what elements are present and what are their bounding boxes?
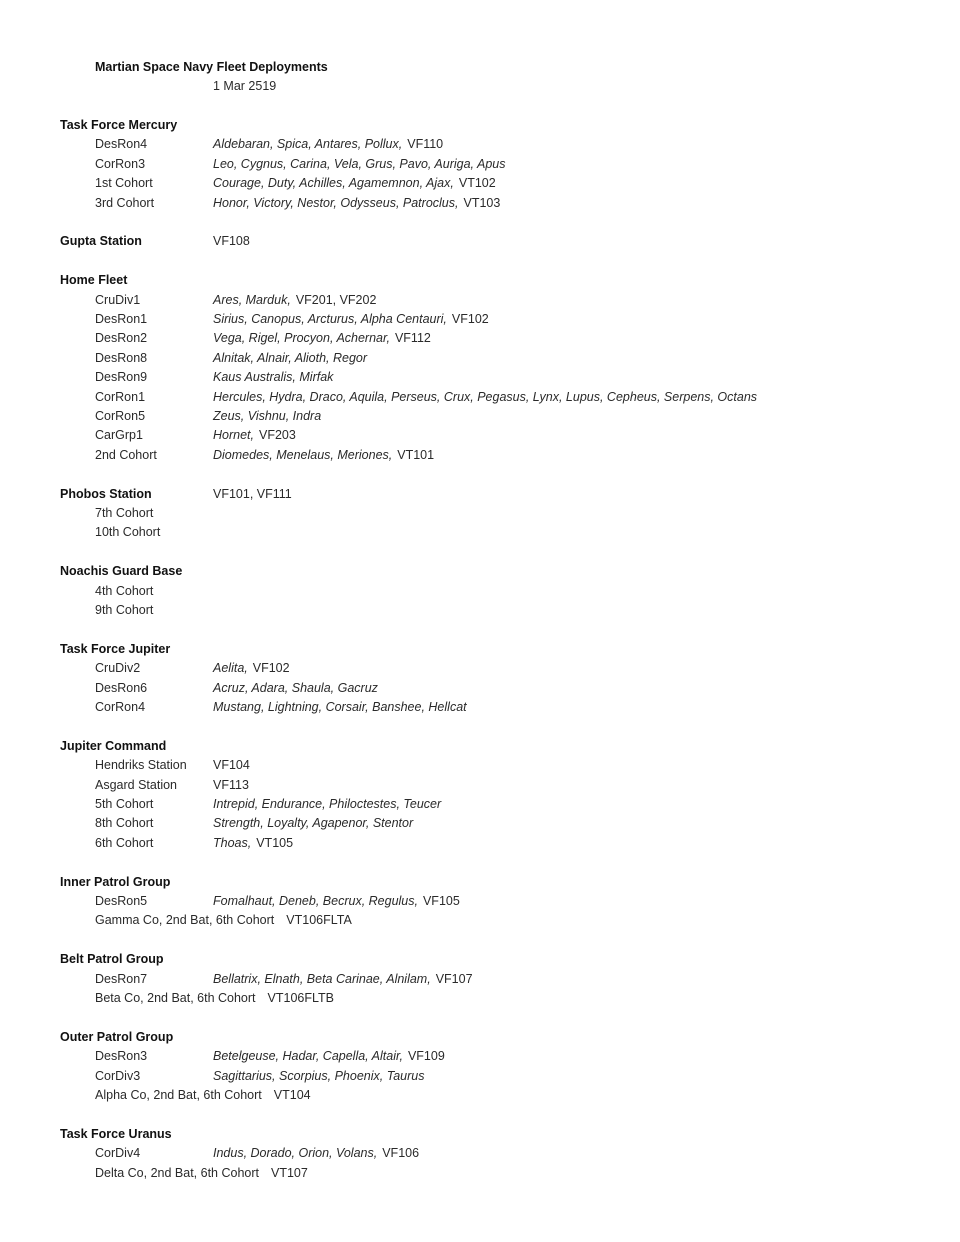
ship-list xyxy=(213,972,473,986)
unit-name: DesRon2 xyxy=(95,331,148,346)
ship-list xyxy=(213,370,333,384)
ship-list xyxy=(213,778,249,792)
section-wing-assignment: VF108 xyxy=(213,234,250,249)
unit-name: 5th Cohort xyxy=(95,796,154,811)
ship-list xyxy=(213,836,293,850)
ship-names: Bellatrix, Elnath, Beta Carinae, Alnilam, xyxy=(213,971,431,986)
wing-designation: VF106 xyxy=(382,1146,420,1161)
ship-names: Sirius, Canopus, Arcturus, Alpha Centauri, xyxy=(213,311,447,326)
unit-row xyxy=(0,991,960,1011)
wing-designation: VF107 xyxy=(435,971,473,986)
unit-row xyxy=(0,525,960,545)
ship-names: Intrepid, Endurance, Philoctestes, Teucer xyxy=(213,796,442,811)
unit-name: 7th Cohort xyxy=(95,505,154,520)
section-heading: Jupiter Command xyxy=(60,738,167,753)
ship-list xyxy=(213,176,496,190)
ship-list xyxy=(213,390,757,404)
ship-names: Betelgeuse, Hadar, Capella, Altair, xyxy=(213,1049,403,1064)
ship-list xyxy=(213,797,441,811)
unit-row xyxy=(0,370,960,390)
unit-row xyxy=(0,1049,960,1069)
unit-row xyxy=(0,700,960,720)
unit-row xyxy=(0,681,960,701)
unit-row xyxy=(0,778,960,798)
unit-row xyxy=(0,816,960,836)
unit-name: 1st Cohort xyxy=(95,176,153,191)
unit-name: CorDiv3 xyxy=(95,1068,141,1083)
unit-row xyxy=(0,390,960,410)
unit-row xyxy=(0,661,960,681)
wing-designation: VF102 xyxy=(451,311,489,326)
ship-list xyxy=(213,409,321,423)
ship-names: Thoas, xyxy=(213,835,252,850)
ship-list xyxy=(213,758,250,772)
unit-name: DesRon1 xyxy=(95,311,148,326)
unit-row xyxy=(0,603,960,623)
unit-name: CarGrp1 xyxy=(95,428,143,443)
wing-designation: VT105 xyxy=(256,835,294,850)
section-heading: Noachis Guard Base xyxy=(60,564,183,579)
ship-list xyxy=(213,681,378,695)
unit-name: Hendriks Station xyxy=(95,758,187,773)
ship-names: Strength, Loyalty, Agapenor, Stentor xyxy=(213,816,414,831)
section-heading: Phobos Station xyxy=(60,486,152,501)
unit-name: CorRon5 xyxy=(95,408,146,423)
unit-detachment xyxy=(95,991,334,1005)
unit-row xyxy=(0,506,960,526)
wing-designation: VT106FLTA xyxy=(286,913,352,928)
ship-list xyxy=(213,894,460,908)
ship-list xyxy=(213,1146,419,1160)
wing-designation: VF105 xyxy=(422,893,460,908)
unit-name: 3rd Cohort xyxy=(95,195,155,210)
ship-names: Aelita, xyxy=(213,661,248,676)
unit-row xyxy=(0,428,960,448)
unit-row xyxy=(0,894,960,914)
ship-names: Acruz, Adara, Shaula, Gacruz xyxy=(213,680,378,695)
wing-designation: VF109 xyxy=(407,1049,445,1064)
unit-detachment xyxy=(95,1088,311,1102)
unit-row xyxy=(0,913,960,933)
wing-designation: VF201, VF202 xyxy=(295,292,377,307)
ship-names: Zeus, Vishnu, Indra xyxy=(213,408,322,423)
ship-names: Alnitak, Alnair, Alioth, Regor xyxy=(213,350,368,365)
ship-names: Vega, Rigel, Procyon, Achernar, xyxy=(213,331,390,346)
ship-list xyxy=(213,157,506,171)
unit-row xyxy=(0,331,960,351)
ship-names: Leo, Cygnus, Carina, Vela, Grus, Pavo, Auriga, Apus xyxy=(213,156,506,171)
unit-row xyxy=(0,758,960,778)
ship-names: Diomedes, Menelaus, Meriones, xyxy=(213,447,393,462)
unit-detachment xyxy=(95,913,352,927)
section-wing-assignment: VF101, VF111 xyxy=(213,486,292,501)
unit-name: 8th Cohort xyxy=(95,816,154,831)
unit-name: Gamma Co, 2nd Bat, 6th Cohort xyxy=(95,913,275,928)
wing-designation: VT101 xyxy=(397,447,435,462)
unit-name: CorRon1 xyxy=(95,389,146,404)
ship-names: Ares, Marduk, xyxy=(213,292,291,307)
unit-name: Asgard Station xyxy=(95,777,177,792)
ship-names: Indus, Dorado, Orion, Volans, xyxy=(213,1146,378,1161)
document-date: 1 Mar 2519 xyxy=(213,79,277,93)
unit-row xyxy=(0,836,960,856)
ship-names: Courage, Duty, Achilles, Agamemnon, Ajax, xyxy=(213,176,454,191)
ship-names: Aldebaran, Spica, Antares, Pollux, xyxy=(213,137,403,152)
unit-row xyxy=(0,1146,960,1166)
unit-row xyxy=(0,1088,960,1108)
ship-list xyxy=(213,700,467,714)
unit-name: DesRon4 xyxy=(95,137,148,152)
section-heading: Gupta Station xyxy=(60,234,142,249)
unit-name: CorRon3 xyxy=(95,156,146,171)
wing-designation: VT104 xyxy=(273,1087,311,1102)
unit-name: Alpha Co, 2nd Bat, 6th Cohort xyxy=(95,1087,262,1102)
unit-row xyxy=(0,196,960,216)
unit-name: DesRon6 xyxy=(95,680,148,695)
unit-row xyxy=(0,351,960,371)
wing-designation: VT103 xyxy=(463,195,501,210)
ship-names: Fomalhaut, Deneb, Becrux, Regulus, xyxy=(213,893,418,908)
ship-list xyxy=(213,1049,445,1063)
wing-designation: VF102 xyxy=(252,661,290,676)
ship-names: Hornet, xyxy=(213,428,254,443)
unit-name: CruDiv2 xyxy=(95,661,141,676)
ship-list xyxy=(213,293,376,307)
unit-name: Delta Co, 2nd Bat, 6th Cohort xyxy=(95,1165,259,1180)
ship-names: Hercules, Hydra, Draco, Aquila, Perseus, Crux, Pegasus, Lynx, Lupus, Cepheus, Serpens, Octans xyxy=(213,389,758,404)
ship-list xyxy=(213,1069,424,1083)
unit-row xyxy=(0,448,960,468)
section-heading: Home Fleet xyxy=(60,273,128,288)
ship-names: Sagittarius, Scorpius, Phoenix, Taurus xyxy=(213,1068,425,1083)
unit-name: CruDiv1 xyxy=(95,292,141,307)
ship-list xyxy=(213,137,443,151)
unit-name: DesRon5 xyxy=(95,893,148,908)
ship-list xyxy=(213,331,431,345)
unit-detachment xyxy=(95,1166,308,1180)
unit-name: DesRon8 xyxy=(95,350,148,365)
unit-name: DesRon9 xyxy=(95,370,148,385)
unit-row xyxy=(0,137,960,157)
ship-names: Honor, Victory, Nestor, Odysseus, Patroclus, xyxy=(213,195,459,210)
wing-designation: VF104 xyxy=(213,758,250,773)
unit-name: 10th Cohort xyxy=(95,525,161,540)
unit-row xyxy=(0,293,960,313)
unit-row xyxy=(0,409,960,429)
unit-name: CorDiv4 xyxy=(95,1146,141,1161)
wing-designation: VT106FLTB xyxy=(267,990,334,1005)
unit-row xyxy=(0,584,960,604)
unit-name: CorRon4 xyxy=(95,699,146,714)
ship-list xyxy=(213,816,413,830)
unit-row xyxy=(0,1069,960,1089)
section-heading: Task Force Jupiter xyxy=(60,641,171,656)
ship-names: Kaus Australis, Mirfak xyxy=(213,370,334,385)
section-heading: Inner Patrol Group xyxy=(60,874,171,889)
ship-names: Mustang, Lightning, Corsair, Banshee, Hellcat xyxy=(213,699,467,714)
ship-list xyxy=(213,196,500,210)
unit-name: DesRon3 xyxy=(95,1049,148,1064)
wing-designation: VT107 xyxy=(270,1165,308,1180)
unit-name: Beta Co, 2nd Bat, 6th Cohort xyxy=(95,990,256,1005)
ship-list xyxy=(213,448,434,462)
wing-designation: VF113 xyxy=(213,777,249,792)
wing-designation: VT102 xyxy=(458,176,496,191)
unit-name: 4th Cohort xyxy=(95,583,154,598)
wing-designation: VF112 xyxy=(394,331,431,346)
section-heading: Task Force Mercury xyxy=(60,118,178,132)
ship-list xyxy=(213,428,296,442)
unit-name: 2nd Cohort xyxy=(95,447,157,462)
wing-designation: VF203 xyxy=(259,428,296,443)
unit-name: 9th Cohort xyxy=(95,602,154,617)
unit-row xyxy=(0,157,960,177)
section-heading: Belt Patrol Group xyxy=(60,952,164,967)
section-heading: Outer Patrol Group xyxy=(60,1029,174,1044)
unit-name: 6th Cohort xyxy=(95,835,154,850)
unit-row xyxy=(0,972,960,992)
ship-list xyxy=(213,661,290,675)
wing-designation: VF110 xyxy=(407,137,444,152)
section-heading: Task Force Uranus xyxy=(60,1126,172,1141)
unit-row xyxy=(0,176,960,196)
document-title: Martian Space Navy Fleet Deployments xyxy=(95,60,328,74)
unit-name: DesRon7 xyxy=(95,971,148,986)
unit-row xyxy=(0,797,960,817)
unit-row xyxy=(0,312,960,332)
ship-list xyxy=(213,351,367,365)
unit-row xyxy=(0,1166,960,1186)
ship-list xyxy=(213,312,489,326)
